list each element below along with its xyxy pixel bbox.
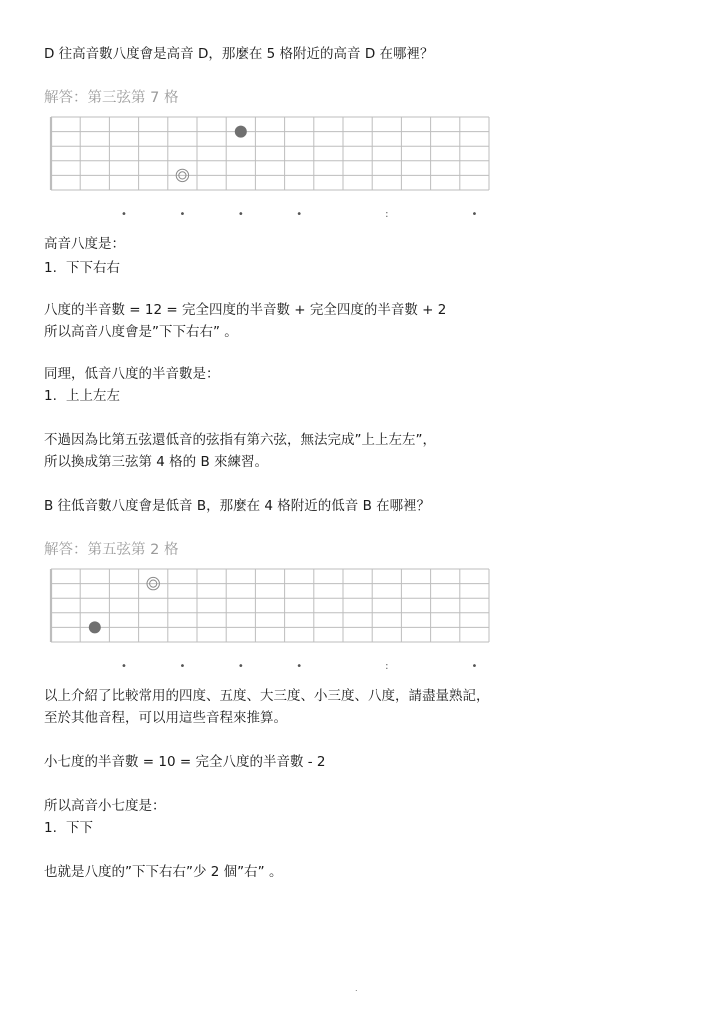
heading-minor-seventh: 所以高音小七度是：	[44, 798, 166, 814]
list-item	[44, 386, 120, 406]
fret-inlay-marker: •	[237, 661, 244, 672]
fret-inlay-marker: •	[179, 661, 186, 672]
fretboard-diagram-1	[0, 110, 724, 220]
fretboard-diagram-2	[0, 562, 724, 672]
fret-inlay-marker: •	[296, 661, 303, 672]
paragraph-sixth-string: 不過因為比第五弦還低音的弦指有第六弦，無法完成”上上左左”，	[44, 432, 436, 448]
fret-inlay-marker: •	[471, 209, 478, 220]
paragraph-conclusion: 也就是八度的”下下右右”少 2 個”右” 。	[44, 864, 283, 880]
question-1: D 往高音數八度會是高音 D，那麼在 5 格附近的高音 D 在哪裡？	[44, 46, 434, 62]
paragraph-minor-seventh: 小七度的半音數 = 10 = 完全八度的半音數 - 2	[44, 754, 326, 770]
note-dot	[235, 126, 247, 138]
list-text: 上上左左	[66, 388, 120, 404]
page-mark: .	[355, 984, 358, 993]
fret-inlay-marker: :	[385, 209, 389, 220]
question-2: B 往低音數八度會是低音 B，那麼在 4 格附近的低音 B 在哪裡？	[44, 498, 431, 514]
list-item	[44, 258, 120, 278]
fret-inlay-marker: •	[179, 209, 186, 220]
list-text: 下下	[66, 820, 93, 836]
paragraph-octave-semitones: 八度的半音數 = 12 = 完全四度的半音數 + 完全四度的半音數 + 2	[44, 302, 447, 318]
answer-1: 解答：第三弦第 7 格	[44, 90, 179, 106]
fret-inlay-marker: •	[121, 209, 127, 220]
fret-inlay-marker: •	[296, 209, 303, 220]
list-number: 1.	[44, 260, 57, 276]
answer-2: 解答：第五弦第 2 格	[44, 542, 179, 558]
list-item	[44, 818, 93, 838]
list-number: 1.	[44, 820, 57, 836]
note-dot	[89, 621, 101, 633]
paragraph-other-intervals: 至於其他音程，可以用這些音程來推算。	[44, 710, 287, 726]
paragraph-summary: 以上介紹了比較常用的四度、五度、大三度、小三度、八度，請盡量熟記，	[44, 688, 490, 704]
list-text: 下下右右	[66, 260, 120, 276]
heading-low-octave: 同理，低音八度的半音數是：	[44, 366, 220, 382]
paragraph-practice-b: 所以換成第三弦第 4 格的 B 來練習。	[44, 454, 269, 470]
list-number: 1.	[44, 388, 57, 404]
fret-inlay-marker: •	[121, 661, 127, 672]
heading-high-octave: 高音八度是：	[44, 236, 125, 252]
fret-inlay-marker: :	[385, 661, 389, 672]
fret-inlay-marker: •	[471, 661, 478, 672]
paragraph-octave-conclusion: 所以高音八度會是”下下右右” 。	[44, 324, 238, 340]
fret-inlay-marker: •	[237, 209, 244, 220]
